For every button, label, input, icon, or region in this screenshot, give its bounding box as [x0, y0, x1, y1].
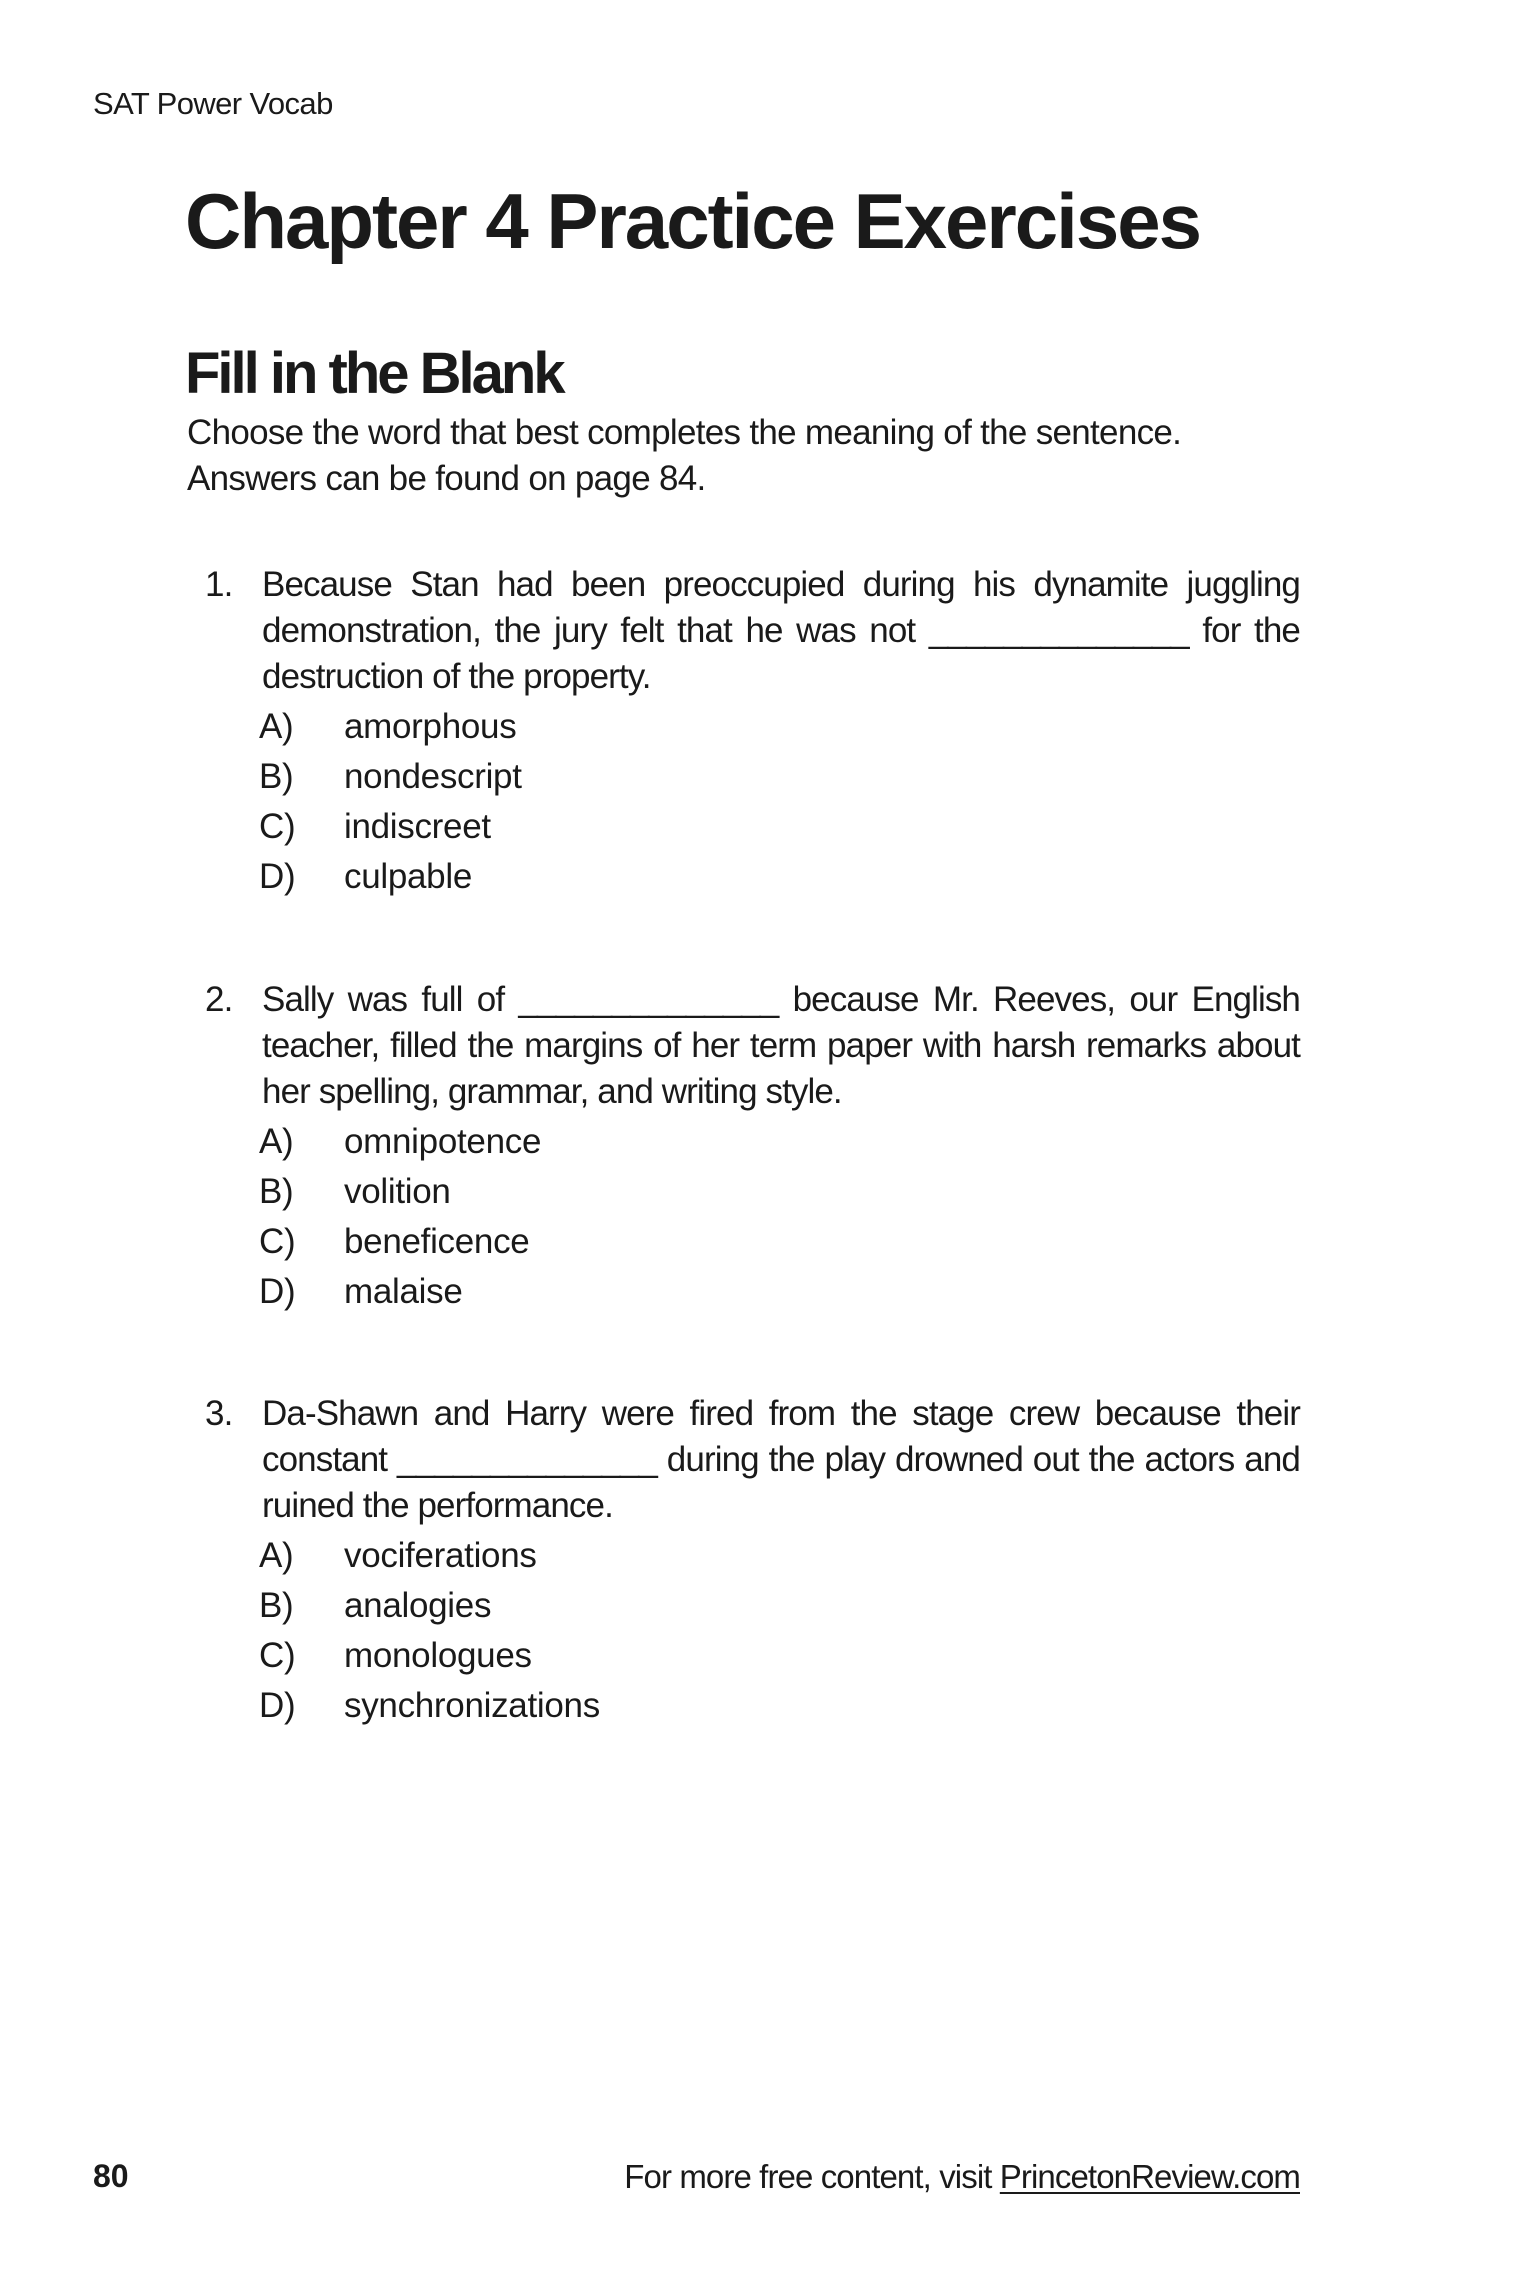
option-c	[259, 802, 1300, 852]
option-d	[259, 852, 1300, 902]
option-text: indiscreet	[344, 807, 491, 846]
option-b	[259, 1167, 1300, 1217]
question-number: 3.	[205, 1394, 233, 1433]
option-a	[259, 1117, 1300, 1167]
option-label: B)	[259, 1172, 294, 1211]
option-a	[259, 1531, 1300, 1581]
option-text: malaise	[344, 1272, 463, 1311]
option-b	[259, 752, 1300, 802]
question-1	[205, 562, 1300, 902]
question-text: Sally was full of ______________ because Mr. Reeves, our English teacher, filled the margins of her term paper with harsh remarks about her spelling, grammar, and writing style.	[262, 980, 1300, 1111]
option-label: B)	[259, 757, 294, 796]
running-head: SAT Power Vocab	[93, 86, 333, 121]
option-a	[259, 702, 1300, 752]
option-label: D)	[259, 1272, 296, 1311]
option-d	[259, 1681, 1300, 1731]
option-label: A)	[259, 1536, 294, 1575]
option-text: monologues	[344, 1636, 532, 1675]
footer-text: For more free content, visit	[624, 2158, 1000, 2195]
option-label: C)	[259, 1222, 296, 1261]
option-label: C)	[259, 807, 296, 846]
option-text: synchronizations	[344, 1686, 600, 1725]
question-number: 2.	[205, 980, 233, 1019]
option-text: volition	[344, 1172, 451, 1211]
option-d	[259, 1267, 1300, 1317]
option-text: nondescript	[344, 757, 522, 796]
option-text: vociferations	[344, 1536, 537, 1575]
option-label: A)	[259, 707, 294, 746]
option-c	[259, 1217, 1300, 1267]
question-number: 1.	[205, 565, 233, 604]
option-label: D)	[259, 857, 296, 896]
option-label: B)	[259, 1586, 294, 1625]
option-c	[259, 1631, 1300, 1681]
option-label: D)	[259, 1686, 296, 1725]
section-heading: Fill in the Blank	[185, 341, 563, 406]
section-intro: Choose the word that best completes the meaning of the sentence. Answers can be found on page 84.	[187, 413, 1182, 498]
option-text: omnipotence	[344, 1122, 542, 1161]
princeton-review-link[interactable]: PrincetonReview.com	[999, 2158, 1300, 2195]
option-label: A)	[259, 1122, 294, 1161]
question-2	[205, 977, 1300, 1317]
option-text: culpable	[344, 857, 472, 896]
question-text: Da-Shawn and Harry were fired from the stage crew because their constant ______________ during the play drowned out the actors and ruined the performance.	[262, 1394, 1300, 1525]
option-label: C)	[259, 1636, 296, 1675]
option-text: amorphous	[344, 707, 517, 746]
question-3	[205, 1391, 1300, 1731]
question-text: Because Stan had been preoccupied during his dynamite juggling demonstration, the jury felt that he was not ______________ for the destruction of the property.	[262, 565, 1300, 696]
option-text: analogies	[344, 1586, 492, 1625]
footer-note	[624, 2158, 1300, 2196]
page-number: 80	[93, 2158, 129, 2194]
page-title: Chapter 4 Practice Exercises	[185, 177, 1200, 265]
option-b	[259, 1581, 1300, 1631]
option-text: beneficence	[344, 1222, 530, 1261]
